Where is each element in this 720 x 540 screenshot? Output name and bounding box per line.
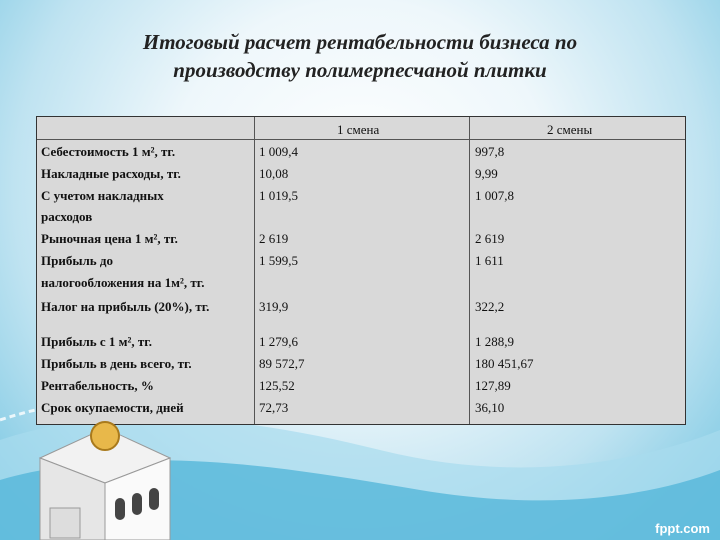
cell-shift-2: 1 611	[475, 253, 504, 268]
cell-shift-2: 1 007,8	[475, 187, 514, 203]
row-label: Рентабельность, %	[41, 378, 154, 393]
cell-shift-2: 127,89	[475, 378, 511, 393]
cell-shift-2: 997,8	[475, 144, 505, 159]
row-label: Рыночная цена 1 м², тг.	[41, 231, 178, 247]
header-shift-1: 1 смена	[337, 122, 380, 137]
cell-shift-1: 10,08	[259, 165, 289, 181]
cell-shift-1: 1 279,6	[259, 334, 298, 350]
row-label: Накладные расходы, тг.	[41, 165, 181, 181]
column-divider-2	[469, 117, 470, 424]
row-label: расходов	[41, 209, 93, 225]
house-clipart	[20, 398, 190, 540]
cell-shift-1: 2 619	[259, 231, 289, 247]
cell-shift-1: 1 599,5	[259, 253, 298, 268]
row-label: Себестоимость 1 м², тг.	[41, 144, 176, 159]
cell-shift-1: 125,52	[259, 378, 295, 393]
cell-shift-2: 1 288,9	[475, 334, 514, 350]
slide-title	[60, 28, 660, 84]
row-label: С учетом накладных	[41, 187, 164, 203]
row-label: Срок окупаемости, дней	[41, 399, 184, 415]
data-table	[36, 116, 686, 425]
brand-watermark: fppt.com	[655, 521, 710, 536]
row-label: Прибыль с 1 м², тг.	[41, 334, 152, 350]
title-line-1: Итоговый расчет рентабельности бизнеса по	[142, 30, 578, 54]
cell-shift-2: 36,10	[475, 399, 505, 415]
cell-shift-1: 89 572,7	[259, 356, 305, 372]
row-label: Налог на прибыль (20%), тг.	[41, 298, 210, 314]
cell-shift-2: 2 619	[475, 231, 505, 247]
cell-shift-1: 319,9	[259, 298, 289, 314]
row-label: налогообложения на 1м², тг.	[41, 274, 205, 290]
header-divider	[37, 139, 685, 140]
row-label: Прибыль в день всего, тг.	[41, 356, 192, 372]
cell-shift-1: 1 009,4	[259, 144, 298, 159]
cell-shift-1: 72,73	[259, 399, 289, 415]
title-line-2: производству полимерпесчаной плитки	[173, 58, 547, 82]
cell-shift-2: 322,2	[475, 298, 505, 314]
cell-shift-1: 1 019,5	[259, 187, 298, 203]
header-shift-2: 2 смены	[547, 122, 593, 137]
column-divider-1	[254, 117, 255, 424]
cell-shift-2: 9,99	[475, 165, 498, 181]
row-label: Прибыль до	[41, 253, 113, 268]
cell-shift-2: 180 451,67	[475, 356, 534, 372]
